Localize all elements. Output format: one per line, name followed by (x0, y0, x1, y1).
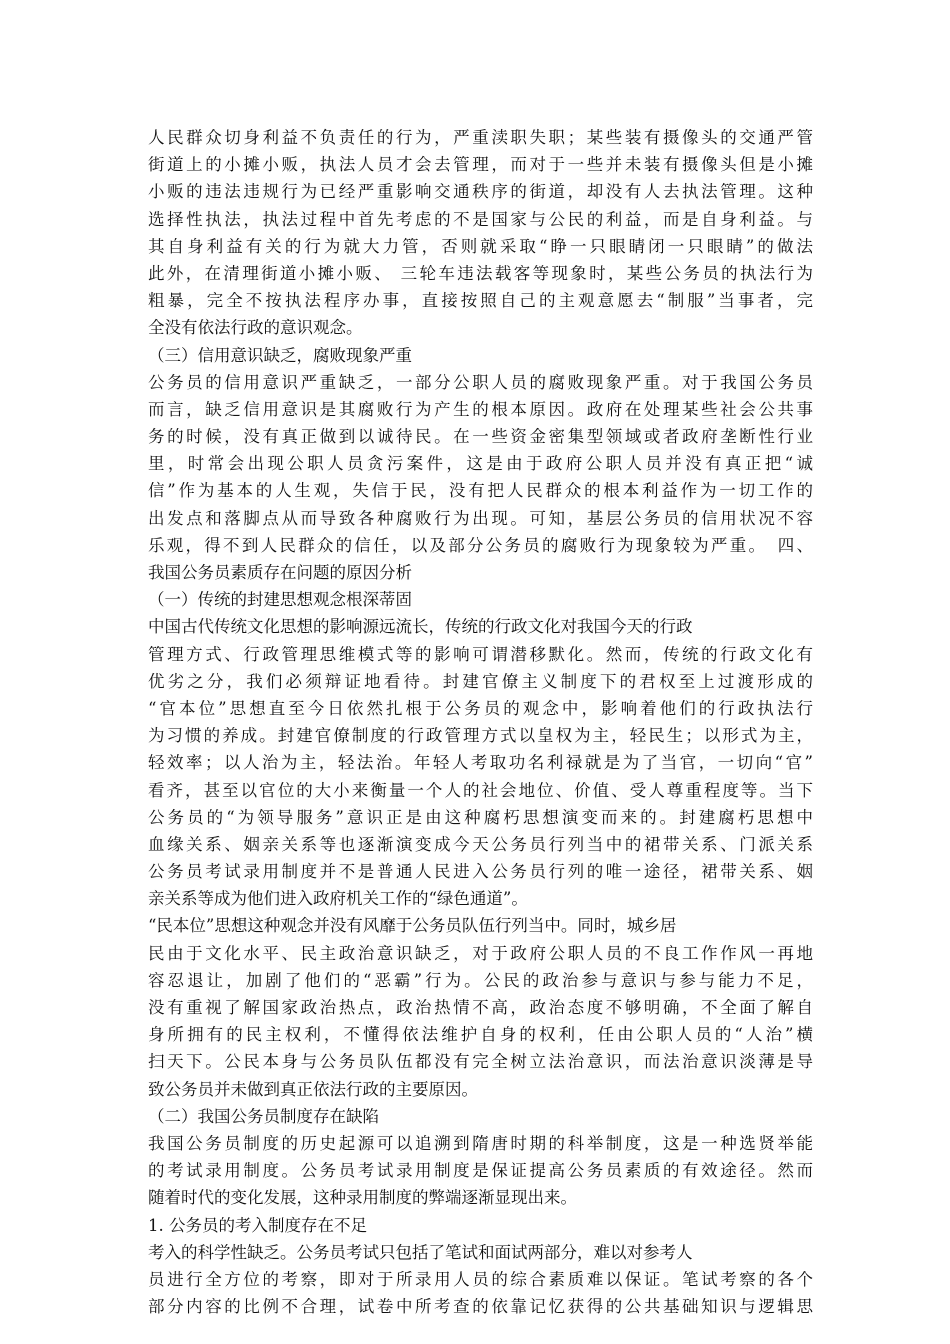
text-line: 乐观，得不到人民群众的信任，以及部分公务员的腐败行为现象较为严重。 四、 (148, 535, 813, 555)
text-line: 优劣之分，我们必须辩证地看待。封建官僚主义制度下的君权至上过渡形成的 (148, 671, 813, 691)
text-line: 小贩的违法违规行为已经严重影响交通秩序的街道，却没有人去执法管理。这种 (148, 182, 813, 202)
text-line: 为习惯的养成。封建官僚制度的行政管理方式以皇权为主，轻民生；以形式为主， (148, 726, 813, 746)
text-line: “民本位”思想这种观念并没有风靡于公务员队伍行列当中。同时，城乡居 (148, 916, 677, 936)
text-line: “官本位”思想直至今日依然扎根于公务员的观念中，影响着他们的行政执法行 (148, 698, 813, 718)
text-line: 民由于文化水平、民主政治意识缺乏，对于政府公职人员的不良工作作风一再地 (148, 943, 813, 963)
text-line: 公务员考试录用制度并不是普通人民进入公务员行列的唯一途径，裙带关系、姻 (148, 862, 813, 882)
text-line: 亲关系等成为他们进入政府机关工作的“绿色通道”。 (148, 889, 528, 909)
text-line: 此外，在清理街道小摊小贩、 三轮车违法载客等现象时，某些公务员的执法行为 (148, 263, 813, 283)
text-line: 而言，缺乏信用意识是其腐败行为产生的根本原因。政府在处理某些社会公共事 (148, 399, 813, 419)
text-line: 血缘关系、姻亲关系等也逐渐演变成今天公务员行列当中的裙带关系、门派关系 (148, 834, 813, 854)
text-line: 出发点和落脚点从而导致各种腐败行为出现。可知，基层公务员的信用状况不容 (148, 508, 813, 528)
text-line: 里，时常会出现公职人员贪污案件，这是由于政府公职人员并没有真正把“诚 (148, 454, 813, 474)
text-line: 我国公务员制度的历史起源可以追溯到隋唐时期的科举制度，这是一种选贤举能 (148, 1133, 813, 1153)
document-body (148, 124, 813, 1320)
text-line: 信”作为基本的人生观，失信于民，没有把人民群众的根本利益作为一切工作的 (148, 481, 813, 501)
text-line: （二）我国公务员制度存在缺陷 (148, 1106, 379, 1126)
text-line: （一）传统的封建思想观念根深蒂固 (148, 590, 412, 610)
text-line: 轻效率；以人治为主，轻法治。年轻人考取功名利禄就是为了当官，一切向“官” (148, 753, 813, 773)
text-line: 中国古代传统文化思想的影响源远流长，传统的行政文化对我国今天的行政 (148, 617, 693, 637)
text-line: 公务员的“为领导服务”意识正是由这种腐朽思想演变而来的。封建腐朽思想中 (148, 807, 813, 827)
text-line: 员进行全方位的考察，即对于所录用人员的综合素质难以保证。笔试考察的各个 (148, 1269, 813, 1289)
text-line: 的考试录用制度。公务员考试录用制度是保证提高公务员素质的有效途径。然而 (148, 1161, 813, 1181)
text-line: 务的时候，没有真正做到以诚待民。在一些资金密集型领域或者政府垄断性行业 (148, 427, 813, 447)
text-line: 部分内容的比例不合理，试卷中所考查的依靠记忆获得的公共基础知识与逻辑思 (148, 1297, 813, 1317)
text-line: 身所拥有的民主权利，不懂得依法维护自身的权利，任由公职人员的“人治”横 (148, 1025, 813, 1045)
text-line: 随着时代的变化发展，这种录用制度的弊端逐渐显现出来。 (148, 1188, 577, 1208)
text-line: 我国公务员素质存在问题的原因分析 (148, 563, 412, 582)
text-line: 容忍退让，加剧了他们的“恶霸”行为。公民的政治参与意识与参与能力不足， (148, 970, 813, 990)
text-line: 致公务员并未做到真正依法行政的主要原因。 (148, 1079, 478, 1099)
text-line: 没有重视了解国家政治热点，政治热情不高，政治态度不够明确，不全面了解自 (148, 998, 813, 1017)
text-line: 其自身利益有关的行为就大力管，否则就采取“睁一只眼睛闭一只眼睛”的做法 (148, 236, 813, 256)
text-line: 全没有依法行政的意识观念。 (148, 318, 363, 338)
text-line: 街道上的小摊小贩，执法人员才会去管理，而对于一些并未装有摄像头但是小摊 (148, 155, 813, 175)
text-line: 粗暴，完全不按执法程序办事，直接按照自己的主观意愿去“制服”当事者，完 (148, 291, 813, 311)
text-line: 管理方式、行政管理思维模式等的影响可谓潜移默化。然而，传统的行政文化有 (148, 644, 813, 664)
text-line: 公务员的信用意识严重缺乏，一部分公职人员的腐败现象严重。对于我国公务员 (148, 372, 813, 392)
text-line: 考入的科学性缺乏。公务员考试只包括了笔试和面试两部分，难以对参考人 (148, 1242, 693, 1262)
text-line: 1. 公务员的考入制度存在不足 (148, 1215, 367, 1235)
text-line: 选择性执法，执法过程中首先考虑的不是国家与公民的利益，而是自身利益。与 (148, 209, 813, 229)
text-line: （三）信用意识缺乏，腐败现象严重 (148, 345, 412, 365)
text-line: 看齐，甚至以官位的大小来衡量一个人的社会地位、价值、受人尊重程度等。当下 (148, 780, 813, 800)
text-line: 扫天下。公民本身与公务员队伍都没有完全树立法治意识，而法治意识淡薄是导 (148, 1052, 813, 1072)
text-line: 人民群众切身利益不负责任的行为，严重渎职失职；某些装有摄像头的交通严管 (148, 128, 813, 147)
